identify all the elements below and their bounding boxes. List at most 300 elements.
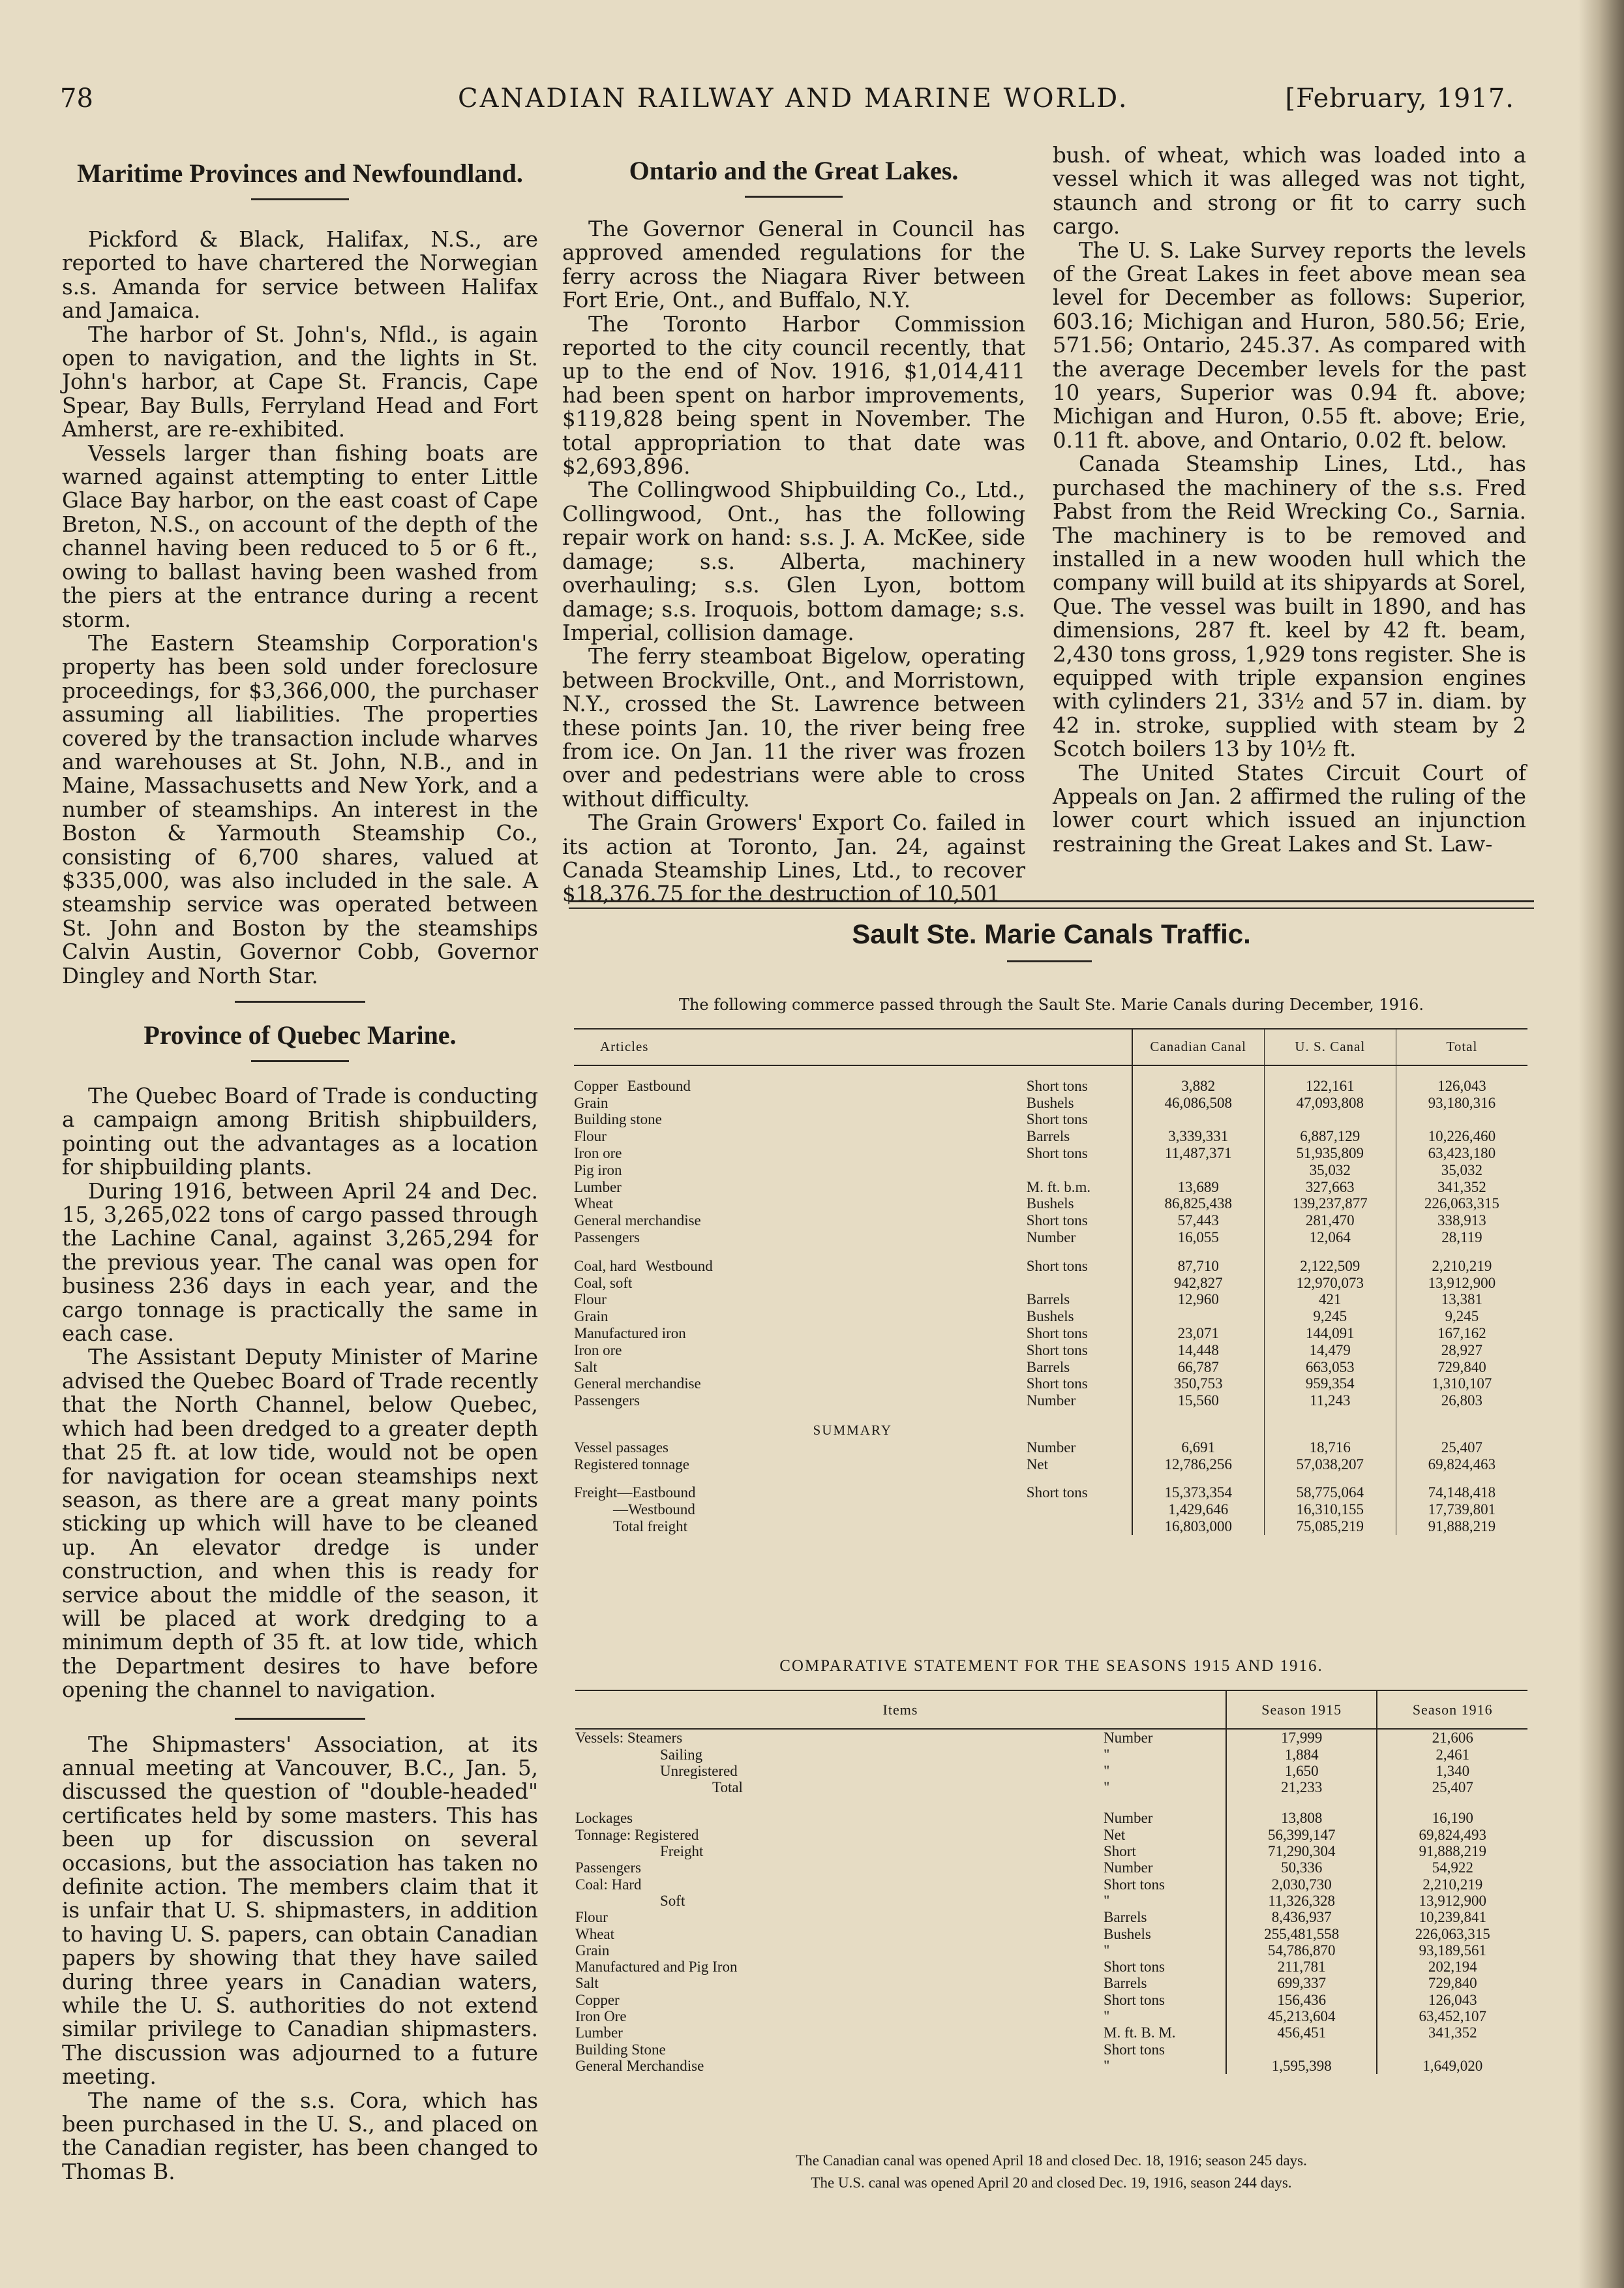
article-label: Vessel passages [574, 1439, 669, 1456]
unit-label: M. ft. B. M. [1104, 2024, 1176, 2041]
col-us-canal: U. S. Canal [1264, 1029, 1396, 1065]
unit-cell [1027, 1501, 1132, 1518]
us-canal-value: 122,161 [1264, 1065, 1396, 1095]
season-1915-value: 8,436,937 [1226, 1909, 1377, 1925]
article-label: Building stone [574, 1111, 662, 1128]
item-label: Tonnage: Registered [575, 1826, 699, 1843]
total-value: 13,381 [1441, 1291, 1483, 1308]
table-row [575, 1843, 1527, 1859]
article-cell [574, 1308, 1027, 1325]
column-left [62, 158, 538, 2184]
unit-label: Number [1104, 1810, 1153, 1827]
article-paragraph: The ferry steamboat Bigelow, operating between Brockville, Ont., and Morristown, N.Y., crossed the St. Lawrence between these points Jan. 10, the river being free from ice. On Jan. 11 the river was frozen over and pedestrians were able to cross without difficulty. [562, 644, 1025, 812]
page-number: 78 [60, 84, 93, 114]
article-paragraph: The Collingwood Shipbuilding Co., Ltd., Collingwood, Ont., has the following repair work on hand: s.s. J. A. McKee, side damage; s.s. Alberta, machinery overhauling; s.s. Glen Lyon, bottom damage; s.s. Iroquois, bottom damage; s.s. Imperial, collision damage. [562, 478, 1025, 645]
article-cell [574, 1246, 1027, 1275]
article-label: Grain [574, 1094, 609, 1111]
season-1915-value: 21,233 [1226, 1779, 1377, 1810]
canadian-canal-value [1132, 1162, 1265, 1179]
canadian-canal-value: 15,373,354 [1132, 1472, 1265, 1501]
unit-label: Short tons [1104, 1876, 1165, 1893]
item-label: Unregistered [660, 1762, 738, 1779]
article-cell [574, 1359, 1027, 1376]
table-row [574, 1275, 1527, 1292]
unit-cell: Barrels [1027, 1291, 1132, 1308]
total-value: 729,840 [1437, 1358, 1486, 1375]
table-row [574, 1179, 1527, 1196]
unit-label: " [1104, 1746, 1110, 1763]
unit-label: " [1104, 1892, 1110, 1909]
table-row [575, 2008, 1527, 2024]
total-value: 17,739,801 [1428, 1501, 1496, 1518]
table-row [574, 1392, 1527, 1409]
item-label: Building Stone [575, 2041, 666, 2058]
traffic-heading: Sault Ste. Marie Canals Traffic. [852, 919, 1251, 949]
unit-label: Short [1104, 1843, 1136, 1860]
article-label: Iron ore [574, 1341, 622, 1358]
unit-cell: Short tons [1027, 1145, 1132, 1162]
season-1916-value: 54,922 [1377, 1859, 1527, 1876]
total-value: 91,888,219 [1428, 1518, 1496, 1534]
article-label: Registered tonnage [574, 1456, 689, 1472]
unit-cell: Number [1027, 1392, 1132, 1409]
article-cell [574, 1275, 1027, 1292]
us-canal-value: 35,032 [1264, 1162, 1396, 1179]
article-cell [574, 1456, 1027, 1473]
unit-cell: Short tons [1027, 1472, 1132, 1501]
table-row [575, 1959, 1527, 1975]
article-label: Salt [574, 1358, 597, 1375]
table-row [574, 1291, 1527, 1308]
section-divider [235, 1718, 365, 1720]
season-1916-value: 202,194 [1377, 1959, 1527, 1975]
item-label: Copper [575, 1991, 620, 2008]
article-paragraph: The Grain Growers' Export Co. failed in its action at Toronto, Jan. 24, against Canada Steamship Lines, Ltd., to recover $18,376.75 for the destruction of 10,501 [562, 810, 1025, 907]
col-articles: Articles [574, 1029, 1132, 1065]
unit-cell: Barrels [1027, 1359, 1132, 1376]
heading-rule [251, 198, 349, 200]
unit-cell: Bushels [1027, 1308, 1132, 1325]
table-row [575, 1926, 1527, 1942]
article-paragraph: The Assistant Deputy Minister of Marine advised the Quebec Board of Trade recently that the North Channel, below Quebec, which had been dredged to a greater depth that 25 ft. at low tide, would not be open for navigation for ocean steamships next season, as there are a great many points sticking up which will have to be cleaned up. An elevator dredge is under construction, and when this is ready for service about the middle of the season, it will be placed at work dredging to a minimum depth of 35 ft. at low tide, which the Department desires to have before opening the channel to navigation. [62, 1345, 538, 1703]
us-canal-value: 12,064 [1264, 1229, 1396, 1246]
canadian-canal-value: 15,560 [1132, 1392, 1265, 1409]
season-1916-value: 2,461 [1377, 1747, 1527, 1763]
article-cell [574, 1392, 1027, 1409]
season-1915-value: 56,399,147 [1226, 1827, 1377, 1843]
item-cell [575, 1876, 1226, 1893]
item-label: Total [712, 1779, 743, 1796]
item-cell [575, 1992, 1226, 2008]
canadian-canal-value: 13,689 [1132, 1179, 1265, 1196]
december-traffic-table [574, 1028, 1527, 1535]
total-value: 167,162 [1437, 1324, 1486, 1341]
item-cell [575, 1763, 1226, 1779]
table-row [574, 1325, 1527, 1342]
season-1916-value: 21,606 [1377, 1729, 1527, 1746]
season-1915-value: 45,213,604 [1226, 2008, 1377, 2024]
unit-label: Short tons [1104, 1959, 1165, 1975]
us-canal-value: 47,093,808 [1264, 1095, 1396, 1112]
table-row [574, 1342, 1527, 1359]
item-cell [575, 1975, 1226, 1991]
article-cell [574, 1518, 1027, 1535]
table-row [574, 1162, 1527, 1179]
season-1915-value: 17,999 [1226, 1729, 1377, 1746]
section-heading-maritime: Maritime Provinces and Newfoundland. [77, 159, 523, 188]
article-cell [574, 1291, 1027, 1308]
direction-label: Eastbound [627, 1077, 691, 1094]
season-1916-value: 63,452,107 [1377, 2008, 1527, 2024]
unit-label: Short tons [1104, 1991, 1165, 2008]
total-value: 10,226,460 [1428, 1128, 1496, 1145]
eastbound-rows [574, 1065, 1527, 1246]
season-1916-value: 25,407 [1377, 1779, 1527, 1810]
summary-rows [574, 1409, 1527, 1439]
season-1915-value: 2,030,730 [1226, 1876, 1377, 1893]
article-label: Copper [574, 1077, 618, 1094]
unit-cell: Short tons [1027, 1111, 1132, 1128]
comparative-table [575, 1690, 1527, 2074]
total-value: 1,310,107 [1432, 1375, 1492, 1392]
article-cell [574, 1195, 1027, 1212]
unit-label: " [1104, 1942, 1110, 1959]
canal-traffic-section [569, 900, 1534, 2191]
season-1916-value: 1,340 [1377, 1763, 1527, 1779]
season-1915-value: 456,451 [1226, 2024, 1377, 2041]
canadian-canal-value [1132, 1111, 1265, 1128]
table-row [574, 1095, 1527, 1112]
section-heading-ontario: Ontario and the Great Lakes. [629, 156, 959, 185]
total-value: 28,927 [1441, 1341, 1483, 1358]
total-value: 93,180,316 [1428, 1094, 1496, 1111]
season-1915-value: 1,884 [1226, 1747, 1377, 1763]
total-value: 35,032 [1441, 1161, 1483, 1178]
column-middle [562, 155, 1025, 906]
item-label: Flour [575, 1909, 608, 1926]
canadian-canal-value: 11,487,371 [1132, 1145, 1265, 1162]
season-1915-value: 54,786,870 [1226, 1942, 1377, 1959]
column-right [1053, 144, 1526, 856]
canadian-canal-value: 350,753 [1132, 1375, 1265, 1392]
total-value: 69,824,463 [1428, 1456, 1496, 1472]
table-row [574, 1439, 1527, 1456]
item-cell [575, 2041, 1226, 2058]
traffic-intro: The following commerce passed through the Sault Ste. Marie Canals during December, 1916. [678, 996, 1424, 1014]
total-value: 28,119 [1441, 1228, 1482, 1245]
season-1915-value: 156,436 [1226, 1992, 1377, 2008]
article-cell [574, 1439, 1027, 1456]
article-cell [574, 1111, 1027, 1128]
unit-cell: Number [1027, 1439, 1132, 1456]
season-1916-value: 341,352 [1377, 2024, 1527, 2041]
journal-title: CANADIAN RAILWAY AND MARINE WORLD. [458, 84, 1129, 114]
note-us-canal: The U.S. canal was opened April 20 and closed Dec. 19, 1916, season 244 days. [811, 2174, 1292, 2191]
table-row [575, 1827, 1527, 1843]
article-paragraph: Vessels larger than fishing boats are warned against attempting to enter Little Glace Bay harbor, on the east coast of Cape Breton, N.S., on account of the depth of the channel having been reduced to 5 or 6 ft., owing to ballast having been washed from the piers at the entrance during a recent storm. [62, 440, 538, 632]
us-canal-value: 9,245 [1264, 1308, 1396, 1325]
item-cell [575, 1942, 1226, 1959]
canadian-canal-value: 87,710 [1132, 1246, 1265, 1275]
season-1915-value: 50,336 [1226, 1859, 1377, 1876]
canadian-canal-value: 57,443 [1132, 1212, 1265, 1229]
us-canal-value: 139,237,877 [1264, 1195, 1396, 1212]
table-row [575, 1763, 1527, 1779]
item-cell [575, 1729, 1226, 1746]
season-1915-value: 699,337 [1226, 1975, 1377, 1991]
table-row [575, 1729, 1527, 1746]
canadian-canal-value: 16,055 [1132, 1229, 1265, 1246]
us-canal-value: 6,887,129 [1264, 1128, 1396, 1145]
table-row [575, 1779, 1527, 1810]
table-row [575, 1992, 1527, 2008]
article-cell [574, 1095, 1027, 1112]
season-1916-value: 126,043 [1377, 1992, 1527, 2008]
total-value: 126,043 [1437, 1077, 1486, 1094]
us-canal-value: 2,122,509 [1264, 1246, 1396, 1275]
item-cell [575, 1843, 1226, 1859]
summary-data-rows [574, 1439, 1527, 1473]
season-1915-value [1226, 2041, 1377, 2058]
table-row [575, 2041, 1527, 2058]
table-row [574, 1145, 1527, 1162]
article-label: Total freight [613, 1518, 687, 1534]
unit-cell: Bushels [1027, 1195, 1132, 1212]
article-paragraph: The Toronto Harbor Commission reported to the city council recently, that up to the end of Nov. 1916, $1,014,411 had been spent on harbor improvements, $119,828 being spent in November. The total appropriation to that date was $2,693,896. [562, 311, 1025, 480]
article-paragraph: The Shipmasters' Association, at its annual meeting at Vancouver, B.C., Jan. 5, discussed the question of "double-headed" certificates held by some masters. This has been up for discussion on several occasions, but the association has taken no definite action. The members claim that it is unfair that U. S. shipmasters, in addition to having U. S. papers, can obtain Canadian papers by showing that they have sailed during three years in Canadian waters, while the U. S. authorities do not extend similar privilege to Canadian shipmasters. The discussion was adjourned to a future meeting. [62, 1731, 538, 2090]
season-1915-value: 11,326,328 [1226, 1893, 1377, 1909]
us-canal-value: 58,775,064 [1264, 1472, 1396, 1501]
unit-label: " [1104, 1762, 1110, 1779]
heading-rule [745, 196, 843, 198]
season-1915-value: 13,808 [1226, 1810, 1377, 1826]
canadian-canal-value: 86,825,438 [1132, 1195, 1265, 1212]
season-1915-value: 1,595,398 [1226, 2058, 1377, 2074]
article-label: Manufactured iron [574, 1324, 686, 1341]
total-value: 338,913 [1437, 1212, 1486, 1229]
table-row [575, 1975, 1527, 1991]
table-row [575, 1893, 1527, 1909]
unit-label: Bushels [1104, 1925, 1151, 1942]
comparative-rows [575, 1729, 1527, 2074]
article-label: Grain [574, 1308, 609, 1325]
canadian-canal-value: 23,071 [1132, 1325, 1265, 1342]
unit-cell: Short tons [1027, 1375, 1132, 1392]
season-1915-value: 71,290,304 [1226, 1843, 1377, 1859]
col-season-1916: Season 1916 [1377, 1690, 1527, 1729]
table-row [574, 1308, 1527, 1325]
table-row [574, 1195, 1527, 1212]
unit-cell: Short tons [1027, 1065, 1132, 1095]
article-label: Flour [574, 1291, 607, 1308]
total-value: 2,210,219 [1432, 1257, 1492, 1274]
season-1915-value: 1,650 [1226, 1763, 1377, 1779]
table-row [575, 2058, 1527, 2074]
article-paragraph: The United States Circuit Court of Appeals on Jan. 2 affirmed the ruling of the lower court which issued an injunction restraining the Great Lakes and St. Law- [1053, 760, 1526, 857]
item-cell [575, 1810, 1226, 1826]
unit-cell: Short tons [1027, 1212, 1132, 1229]
unit-cell [1027, 1275, 1132, 1292]
table-row [575, 1909, 1527, 1925]
us-canal-value: 663,053 [1264, 1359, 1396, 1376]
item-label: Freight [660, 1843, 704, 1860]
table-row [574, 1246, 1527, 1275]
item-label: Lumber [575, 2024, 623, 2041]
note-canadian-canal: The Canadian canal was opened April 18 and closed Dec. 18, 1916; season 245 days. [796, 2152, 1307, 2169]
summary-label: SUMMARY [813, 1422, 893, 1438]
article-label: Lumber [574, 1178, 622, 1195]
article-cell [574, 1375, 1027, 1392]
canadian-canal-value: 6,691 [1132, 1439, 1265, 1456]
total-value: 63,423,180 [1428, 1144, 1496, 1161]
article-cell [574, 1501, 1027, 1518]
unit-label: Barrels [1104, 1909, 1147, 1926]
us-canal-value: 327,663 [1264, 1179, 1396, 1196]
table-row [574, 1518, 1527, 1535]
canadian-canal-value: 66,787 [1132, 1359, 1265, 1376]
article-label: Iron ore [574, 1144, 622, 1161]
article-paragraph: Canada Steamship Lines, Ltd., has purchased the machinery of the s.s. Fred Pabst from the Reid Wrecking Co., Sarnia. The machinery is to be removed and installed in a new wooden hull which the company will build at its shipyards at Sorel, Que. The vessel was built in 1890, and has dimensions, 287 ft. keel by 42 ft. beam, 2,430 tons gross, 1,929 tons register. She is equipped with triple expansion engines with cylinders 21, 33½ and 57 in. diam. by 42 in. stroke, supplied with steam by 2 Scotch boilers 13 by 10½ ft. [1053, 451, 1526, 762]
unit-cell [1027, 1518, 1132, 1535]
unit-cell: M. ft. b.m. [1027, 1179, 1132, 1196]
us-canal-value: 12,970,073 [1264, 1275, 1396, 1292]
season-1916-value: 13,912,900 [1377, 1893, 1527, 1909]
unit-cell: Short tons [1027, 1246, 1132, 1275]
article-label: Freight—Eastbound [574, 1484, 696, 1501]
item-label: Passengers [575, 1859, 641, 1876]
unit-cell: Short tons [1027, 1342, 1132, 1359]
season-1916-value: 226,063,315 [1377, 1926, 1527, 1942]
article-paragraph: The Governor General in Council has approved amended regulations for the ferry across the Niagara River between Fort Erie, Ont., and Buffalo, N.Y. [562, 217, 1025, 313]
article-cell [574, 1179, 1027, 1196]
item-cell [575, 1893, 1226, 1909]
total-value: 13,912,900 [1428, 1274, 1496, 1291]
canal-season-notes [569, 2150, 1534, 2194]
article-cell [574, 1212, 1027, 1229]
us-canal-value: 421 [1264, 1291, 1396, 1308]
unit-label: " [1104, 2008, 1110, 2025]
article-label: —Westbound [613, 1501, 695, 1518]
us-canal-value: 18,716 [1264, 1439, 1396, 1456]
article-paragraph: bush. of wheat, which was loaded into a vessel which it was alleged was not tight, staunch and strong or fit to carry such cargo. [1053, 143, 1526, 239]
us-canal-value: 281,470 [1264, 1212, 1396, 1229]
table-row [575, 1747, 1527, 1763]
table-row [574, 1128, 1527, 1145]
item-label: Salt [575, 1975, 599, 1992]
season-1915-value: 255,481,558 [1226, 1926, 1377, 1942]
table-row [575, 1859, 1527, 1876]
unit-label: Short tons [1104, 2041, 1165, 2058]
unit-label: Number [1104, 1730, 1153, 1747]
table-row [575, 1942, 1527, 1959]
unit-cell: Bushels [1027, 1095, 1132, 1112]
canadian-canal-value: 46,086,508 [1132, 1095, 1265, 1112]
us-canal-value: 11,243 [1264, 1392, 1396, 1409]
item-label: General Merchandise [575, 2057, 704, 2074]
direction-label: Westbound [645, 1257, 713, 1274]
unit-cell [1027, 1162, 1132, 1179]
freight-rows [574, 1472, 1527, 1534]
season-1916-value: 91,888,219 [1377, 1843, 1527, 1859]
article-cell [574, 1229, 1027, 1246]
total-value [1396, 1111, 1527, 1128]
item-label: Manufactured and Pig Iron [575, 1959, 738, 1975]
running-header [60, 84, 1514, 123]
article-paragraph: The name of the s.s. Cora, which has been purchased in the U. S., and placed on the Canadian register, has been changed to Thomas B. [62, 2088, 538, 2184]
canadian-canal-value: 1,429,646 [1132, 1501, 1265, 1518]
article-paragraph: The Eastern Steamship Corporation's property has been sold under foreclosure proceedings, for $3,366,000, the purchaser assuming all liabilities. The properties covered by the transaction include wharves and warehouses at St. John, N.B., and in Maine, Massachusetts and New York, and a number of steamships. An interest in the Boston & Yarmouth Steamship Co., consisting of 6,700 shares, valued at $335,000, was also included in the sale. A steamship service was operated between St. John and Boston by the steamships Calvin Austin, Governor Cobb, Governor Dingley and North Star. [62, 630, 538, 988]
season-1916-value: 93,189,561 [1377, 1942, 1527, 1959]
heading-rule [1007, 960, 1092, 962]
total-value: 226,063,315 [1424, 1195, 1499, 1212]
article-label: Wheat [574, 1195, 614, 1212]
article-label: General merchandise [574, 1375, 701, 1392]
article-label: Coal, hard [574, 1257, 637, 1274]
total-value: 26,803 [1441, 1392, 1483, 1409]
item-label: Vessels: Steamers [575, 1730, 683, 1747]
table-row [575, 1810, 1527, 1826]
item-label: Soft [660, 1892, 685, 1909]
item-cell [575, 1926, 1226, 1942]
article-paragraph: The harbor of St. John's, Nfld., is again open to navigation, and the lights in St. John's harbor, at Cape St. Francis, Cape Spear, Bay Bulls, Ferryland Head and Fort Amherst, are re-exhibited. [62, 322, 538, 442]
unit-label: Net [1104, 1826, 1126, 1843]
section-heading-quebec: Province of Quebec Marine. [143, 1020, 457, 1050]
canadian-canal-value: 16,803,000 [1132, 1518, 1265, 1535]
season-1916-value: 10,239,841 [1377, 1909, 1527, 1925]
season-1916-value [1377, 2041, 1527, 2058]
season-1916-value: 2,210,219 [1377, 1876, 1527, 1893]
canadian-canal-value: 14,448 [1132, 1342, 1265, 1359]
us-canal-value: 14,479 [1264, 1342, 1396, 1359]
article-label: General merchandise [574, 1212, 701, 1229]
total-value: 25,407 [1441, 1439, 1483, 1456]
article-paragraph: The Quebec Board of Trade is conducting a campaign among British shipbuilders, pointing out the advantages as a location for shipbuilding plants. [62, 1084, 538, 1180]
table-row [574, 1212, 1527, 1229]
article-label: Passengers [574, 1228, 640, 1245]
season-1916-value: 1,649,020 [1377, 2058, 1527, 2074]
table-row [574, 1456, 1527, 1473]
item-label: Coal: Hard [575, 1876, 642, 1893]
canadian-canal-value: 12,786,256 [1132, 1456, 1265, 1473]
unit-label: " [1104, 2057, 1110, 2074]
table-row [575, 2024, 1527, 2041]
item-cell [575, 2024, 1226, 2041]
total-value: 74,148,418 [1428, 1484, 1496, 1501]
table-row [574, 1472, 1527, 1501]
article-cell [574, 1342, 1027, 1359]
unit-label: Barrels [1104, 1975, 1147, 1992]
article-paragraph: Pickford & Black, Halifax, N.S., are reported to have chartered the Norwegian s.s. Amanda for service between Halifax and Jamaica. [62, 227, 538, 324]
item-label: Wheat [575, 1925, 615, 1942]
article-label: Flour [574, 1128, 607, 1145]
unit-label: Number [1104, 1859, 1153, 1876]
item-cell [575, 1909, 1226, 1925]
westbound-rows [574, 1246, 1527, 1409]
item-label: Lockages [575, 1810, 633, 1827]
canadian-canal-value: 12,960 [1132, 1291, 1265, 1308]
us-canal-value: 959,354 [1264, 1375, 1396, 1392]
canadian-canal-value: 3,882 [1132, 1065, 1265, 1095]
unit-label: " [1104, 1779, 1110, 1796]
article-cell [574, 1472, 1027, 1501]
article-cell [574, 1145, 1027, 1162]
table-row [574, 1229, 1527, 1246]
item-label: Grain [575, 1942, 610, 1959]
us-canal-value [1264, 1111, 1396, 1128]
table-row [574, 1375, 1527, 1392]
col-items: Items [575, 1690, 1226, 1729]
article-cell [574, 1128, 1027, 1145]
